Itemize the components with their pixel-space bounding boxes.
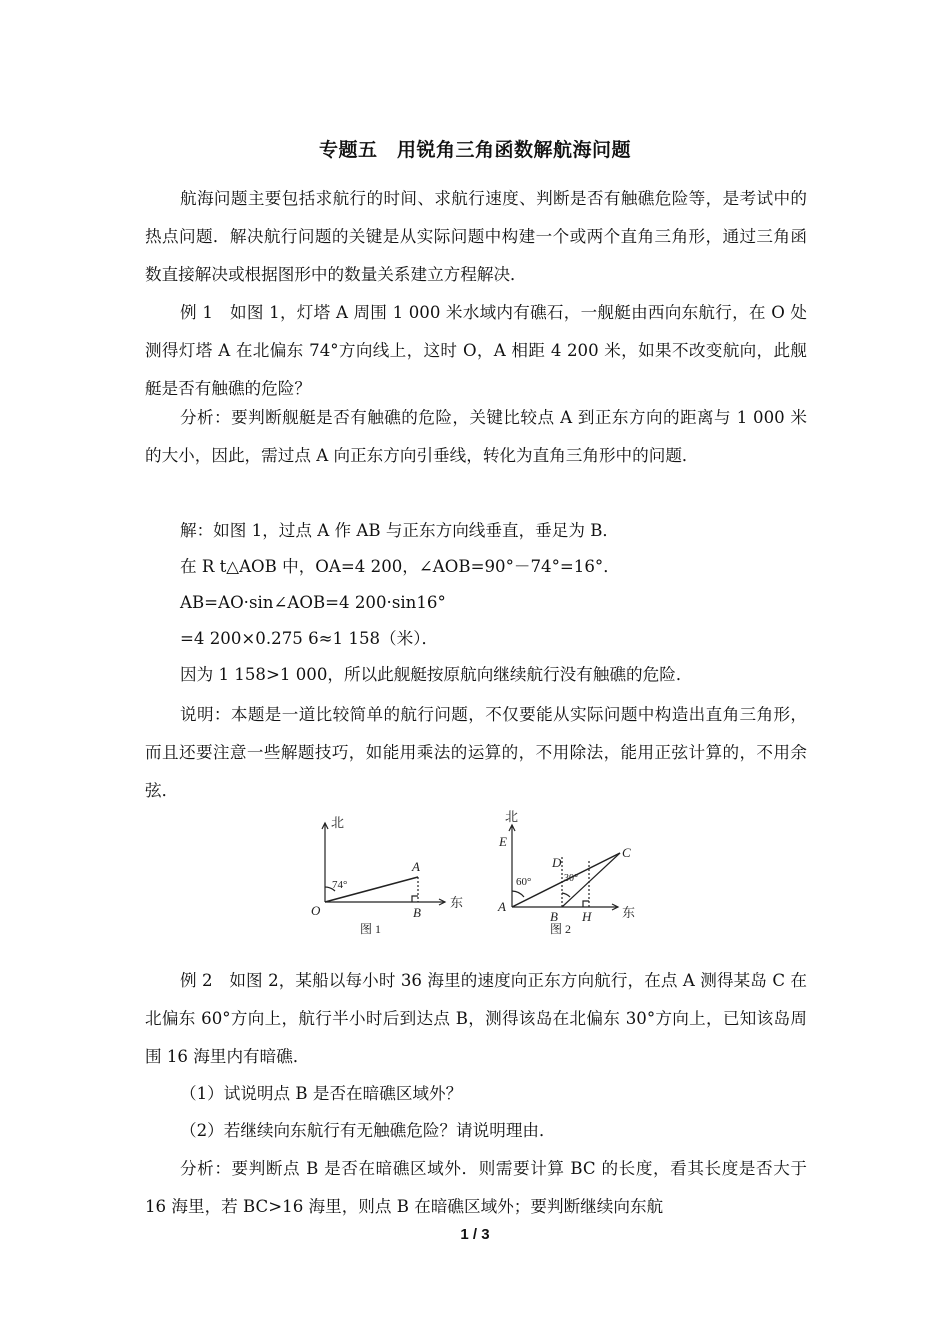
figure-1 [322, 823, 445, 905]
fig1-angle-label: 74° [332, 879, 348, 891]
fig2-caption: 图 2 [550, 922, 572, 936]
fig1-point-A: A [412, 859, 420, 874]
fig1-right-angle [412, 896, 418, 902]
solution-line-3: AB=AO·sin∠AOB=4 200·sin16° [180, 593, 446, 612]
fig1-point-B: B [413, 905, 421, 920]
fig2-point-B: B [550, 909, 558, 924]
fig2-angle-arc-30 [562, 893, 570, 897]
fig2-angle-30-label: 30° [564, 873, 578, 884]
fig1-north-label: 北 [331, 815, 345, 830]
fig2-point-D: D [552, 855, 562, 870]
fig2-point-A: A [498, 899, 506, 914]
solution-line-1: 解：如图 1，过点 A 作 AB 与正东方向线垂直，垂足为 B． [180, 521, 620, 540]
fig1-point-O: O [311, 903, 321, 918]
analysis-1-text: 分析：要判断舰艇是否有触礁的危险，关键比较点 A 到正东方向的距离与 1 000 米的大小，因此，需过点 A 向正东方向引垂线，转化为直角三角形中的问题． [145, 408, 807, 465]
analysis-2-text: 分析：要判断点 B 是否在暗礁区域外．则需要计算 BC 的长度，看其长度是否大于 16 海里，若 BC>16 海里，则点 B 在暗礁区域外；要判断继续向东航 [145, 1159, 807, 1216]
solution-line-5: 因为 1 158>1 000，所以此舰艇按原航向继续航行没有触礁的危险． [180, 665, 693, 684]
fig2-north-label: 北 [505, 809, 519, 824]
solution-line-4: =4 200×0.275 6≈1 158（米）． [180, 629, 439, 648]
note-paragraph: 说明：本题是一道比较简单的航行问题，不仅要能从实际问题中构造出直角三角形，而且还要注意一些解题技巧，如能用乘法的运算的，不用除法，能用正弦计算的，不用余弦． [145, 705, 807, 800]
page-title: 专题五 用锐角三角函数解航海问题 [318, 139, 631, 161]
fig2-point-C: C [622, 845, 631, 860]
figures [300, 805, 660, 945]
page-number: 1 / 3 [460, 1226, 490, 1243]
question-2: （2）若继续向东航行有无触礁危险？请说明理由． [180, 1121, 556, 1140]
fig2-right-angle [583, 901, 589, 907]
intro-paragraph: 航海问题主要包括求航行的时间、求航行速度、判断是否有触礁危险等，是考试中的热点问题．解决航行问题的关键是从实际问题中构建一个或两个直角三角形，通过三角函数直接解决或根据图形中的数量关系建立方程解决． [145, 189, 807, 284]
fig1-caption: 图 1 [360, 922, 382, 936]
fig1-east-label: 东 [450, 895, 464, 910]
example-2-text: 例 2 如图 2，某船以每小时 36 海里的速度向正东方向航行，在点 A 测得某岛 C 在北偏东 60°方向上，航行半小时后到达点 B，测得该岛在北偏东 30°方向上，已知该岛周围 16 海里内有暗礁． [145, 971, 807, 1066]
example-1-text: 例 1 如图 1，灯塔 A 周围 1 000 米水域内有礁石，一舰艇由西向东航行，在 O 处测得灯塔 A 在北偏东 74°方向线上，这时 O，A 相距 4 200 米，如果不改变航向，此舰艇是否有触礁的危险？ [145, 303, 807, 398]
fig2-point-H: H [582, 909, 592, 924]
solution-line-2: 在 R t△AOB 中，OA=4 200，∠AOB=90°－74°=16°． [180, 557, 620, 576]
fig2-angle-60-label: 60° [516, 876, 532, 888]
question-1: （1）试说明点 B 是否在暗礁区域外？ [180, 1084, 463, 1103]
fig2-point-E: E [499, 834, 507, 849]
figure-diagrams [300, 805, 660, 945]
fig2-angle-arc-60 [512, 891, 524, 897]
figure-2 [509, 825, 620, 910]
fig2-east-label: 东 [622, 905, 636, 920]
